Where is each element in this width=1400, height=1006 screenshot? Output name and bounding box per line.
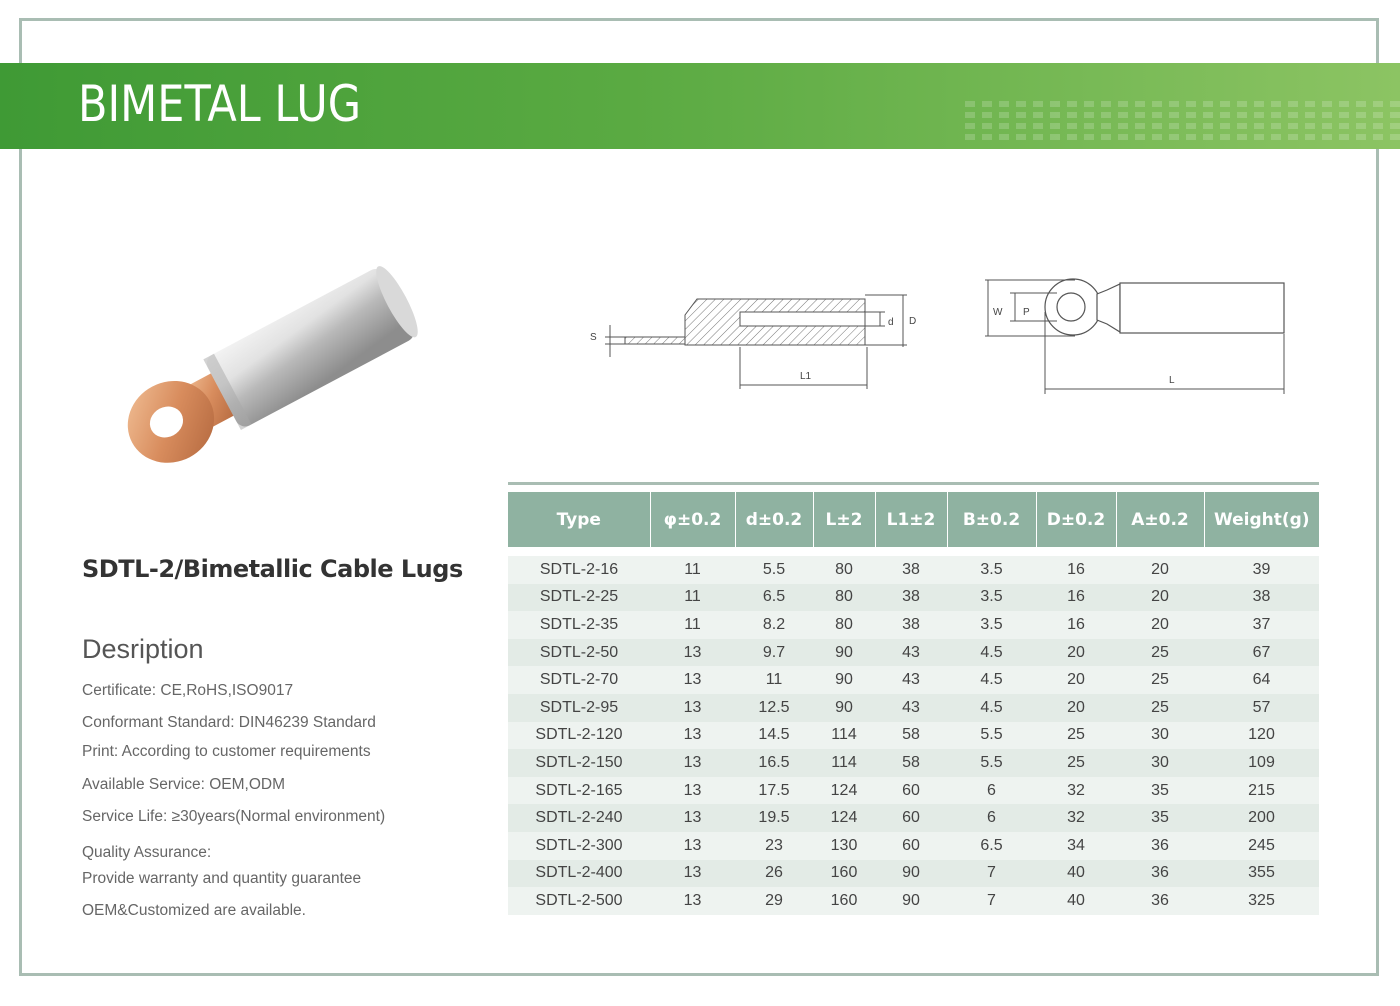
table-cell: 20 <box>1116 556 1204 584</box>
table-cell: 58 <box>875 749 947 777</box>
table-cell: 32 <box>1036 804 1116 832</box>
column-header: Type <box>508 492 650 547</box>
table-cell: 5.5 <box>947 749 1036 777</box>
table-cell: 5.5 <box>947 722 1036 750</box>
table-cell: 36 <box>1116 860 1204 888</box>
table-row <box>508 556 1319 584</box>
table-cell: 38 <box>875 611 947 639</box>
label-s: S <box>590 332 597 343</box>
table-cell: 4.5 <box>947 666 1036 694</box>
table-cell: 64 <box>1204 666 1319 694</box>
table-cell: 38 <box>1204 584 1319 612</box>
table-cell: 200 <box>1204 804 1319 832</box>
table-cell: 13 <box>650 887 735 915</box>
product-image <box>95 250 425 480</box>
table-cell: 6.5 <box>947 832 1036 860</box>
table-row <box>508 749 1319 777</box>
table-cell: 20 <box>1036 694 1116 722</box>
table-cell: 6 <box>947 804 1036 832</box>
description-line: Certificate: CE,RoHS,ISO9017 <box>82 682 294 699</box>
table-cell: 6.5 <box>735 584 813 612</box>
table-spacer <box>508 547 1319 556</box>
table-cell: SDTL-2-400 <box>508 860 650 888</box>
table-cell: 60 <box>875 804 947 832</box>
table-cell: SDTL-2-25 <box>508 584 650 612</box>
table-cell: SDTL-2-240 <box>508 804 650 832</box>
table-cell: 25 <box>1116 694 1204 722</box>
table-cell: 60 <box>875 832 947 860</box>
table-cell: 25 <box>1116 639 1204 667</box>
column-header: D±0.2 <box>1036 492 1116 547</box>
table-cell: 20 <box>1116 611 1204 639</box>
table-row <box>508 860 1319 888</box>
table-cell: 7 <box>947 887 1036 915</box>
header-banner <box>0 63 1400 149</box>
table-cell: 4.5 <box>947 694 1036 722</box>
table-cell: 13 <box>650 860 735 888</box>
table-cell: 36 <box>1116 832 1204 860</box>
table-cell: 90 <box>875 860 947 888</box>
table-cell: 13 <box>650 666 735 694</box>
table-cell: 58 <box>875 722 947 750</box>
table-cell: 60 <box>875 777 947 805</box>
description-heading: Desription <box>82 634 204 664</box>
table-cell: 43 <box>875 694 947 722</box>
table-cell: SDTL-2-50 <box>508 639 650 667</box>
table-cell: 160 <box>813 887 875 915</box>
column-header: L±2 <box>813 492 875 547</box>
table-cell: 3.5 <box>947 556 1036 584</box>
table-cell: 25 <box>1116 666 1204 694</box>
table-cell: 355 <box>1204 860 1319 888</box>
column-header: d±0.2 <box>735 492 813 547</box>
table-cell: 25 <box>1036 749 1116 777</box>
spec-table <box>508 492 1319 915</box>
table-row <box>508 777 1319 805</box>
table-cell: 17.5 <box>735 777 813 805</box>
table-cell: 114 <box>813 722 875 750</box>
table-cell: 90 <box>813 666 875 694</box>
table-cell: 13 <box>650 694 735 722</box>
table-cell: 80 <box>813 556 875 584</box>
table-cell: SDTL-2-150 <box>508 749 650 777</box>
table-cell: 16 <box>1036 611 1116 639</box>
table-cell: 130 <box>813 832 875 860</box>
table-cell: 16.5 <box>735 749 813 777</box>
table-cell: 29 <box>735 887 813 915</box>
table-cell: 245 <box>1204 832 1319 860</box>
label-L: L <box>1169 375 1175 386</box>
table-cell: 34 <box>1036 832 1116 860</box>
table-cell: 8.2 <box>735 611 813 639</box>
table-cell: 120 <box>1204 722 1319 750</box>
table-cell: 37 <box>1204 611 1319 639</box>
table-cell: 35 <box>1116 804 1204 832</box>
table-cell: 26 <box>735 860 813 888</box>
table-row <box>508 832 1319 860</box>
table-cell: 13 <box>650 722 735 750</box>
description-line: Quality Assurance: <box>82 844 212 861</box>
description-line: Service Life: ≥30years(Normal environment) <box>82 808 386 825</box>
label-W: W <box>993 307 1003 318</box>
table-cell: 11 <box>650 556 735 584</box>
table-cell: 43 <box>875 639 947 667</box>
description-line: Conformant Standard: DIN46239 Standard <box>82 714 376 731</box>
table-cell: 20 <box>1036 666 1116 694</box>
table-cell: 80 <box>813 611 875 639</box>
section-drawing <box>585 285 930 395</box>
table-row <box>508 804 1319 832</box>
table-row <box>508 611 1319 639</box>
label-L1: L1 <box>800 371 812 382</box>
table-cell: 90 <box>813 639 875 667</box>
table-cell: 32 <box>1036 777 1116 805</box>
table-cell: SDTL-2-16 <box>508 556 650 584</box>
page-title: BIMETAL LUG <box>78 75 362 133</box>
table-cell: 25 <box>1036 722 1116 750</box>
table-cell: SDTL-2-120 <box>508 722 650 750</box>
table-cell: 14.5 <box>735 722 813 750</box>
table-cell: 124 <box>813 777 875 805</box>
table-cell: 11 <box>650 584 735 612</box>
table-cell: 215 <box>1204 777 1319 805</box>
table-cell: 43 <box>875 666 947 694</box>
label-P: P <box>1023 307 1030 318</box>
table-cell: 13 <box>650 804 735 832</box>
table-cell: 13 <box>650 749 735 777</box>
table-cell: 114 <box>813 749 875 777</box>
table-cell: 16 <box>1036 584 1116 612</box>
table-cell: 13 <box>650 639 735 667</box>
table-cell: 35 <box>1116 777 1204 805</box>
table-cell: 30 <box>1116 749 1204 777</box>
table-cell: 80 <box>813 584 875 612</box>
table-cell: 38 <box>875 556 947 584</box>
table-row <box>508 694 1319 722</box>
table-cell: 67 <box>1204 639 1319 667</box>
table-cell: 109 <box>1204 749 1319 777</box>
table-cell: 12.5 <box>735 694 813 722</box>
table-cell: 13 <box>650 832 735 860</box>
table-cell: SDTL-2-165 <box>508 777 650 805</box>
table-cell: 16 <box>1036 556 1116 584</box>
column-header: A±0.2 <box>1116 492 1204 547</box>
label-D: D <box>909 316 917 327</box>
table-spacer-cell <box>508 547 1319 556</box>
table-row <box>508 639 1319 667</box>
table-cell: 23 <box>735 832 813 860</box>
table-cell: 20 <box>1116 584 1204 612</box>
table-cell: 20 <box>1036 639 1116 667</box>
table-cell: 6 <box>947 777 1036 805</box>
label-d: d <box>888 317 894 328</box>
table-top-rule <box>508 482 1319 485</box>
table-cell: 7 <box>947 860 1036 888</box>
table-cell: 325 <box>1204 887 1319 915</box>
description-line: Print: According to customer requirements <box>82 743 371 760</box>
column-header: Weight(g) <box>1204 492 1319 547</box>
table-row <box>508 722 1319 750</box>
table-cell: 57 <box>1204 694 1319 722</box>
table-cell: SDTL-2-95 <box>508 694 650 722</box>
table-cell: 38 <box>875 584 947 612</box>
table-cell: 9.7 <box>735 639 813 667</box>
table-row <box>508 666 1319 694</box>
table-cell: 90 <box>875 887 947 915</box>
column-header: φ±0.2 <box>650 492 735 547</box>
table-cell: 11 <box>735 666 813 694</box>
table-cell: 30 <box>1116 722 1204 750</box>
table-cell: 160 <box>813 860 875 888</box>
table-row <box>508 584 1319 612</box>
table-cell: 5.5 <box>735 556 813 584</box>
table-cell: 40 <box>1036 887 1116 915</box>
column-header: B±0.2 <box>947 492 1036 547</box>
decorative-dot-pattern <box>965 101 1400 145</box>
table-cell: 90 <box>813 694 875 722</box>
table-cell: 11 <box>650 611 735 639</box>
table-cell: 40 <box>1036 860 1116 888</box>
table-cell: SDTL-2-70 <box>508 666 650 694</box>
table-cell: 39 <box>1204 556 1319 584</box>
column-header: L1±2 <box>875 492 947 547</box>
top-view-drawing <box>985 272 1290 397</box>
table-row <box>508 887 1319 915</box>
table-cell: 3.5 <box>947 584 1036 612</box>
table-cell: SDTL-2-500 <box>508 887 650 915</box>
table-cell: 13 <box>650 777 735 805</box>
table-header-row <box>508 492 1319 547</box>
description-line: Available Service: OEM,ODM <box>82 776 285 793</box>
table-cell: 36 <box>1116 887 1204 915</box>
table-cell: 124 <box>813 804 875 832</box>
table-cell: 3.5 <box>947 611 1036 639</box>
table-cell: 19.5 <box>735 804 813 832</box>
description-line: OEM&Customized are available. <box>82 902 306 919</box>
table-cell: 4.5 <box>947 639 1036 667</box>
description-line: Provide warranty and quantity guarantee <box>82 870 362 887</box>
table-cell: SDTL-2-300 <box>508 832 650 860</box>
product-title: SDTL-2/Bimetallic Cable Lugs <box>82 555 463 583</box>
table-cell: SDTL-2-35 <box>508 611 650 639</box>
